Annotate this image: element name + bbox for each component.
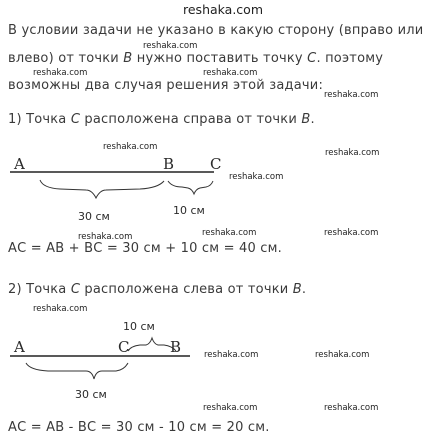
watermark-9: reshaka.com [202,228,257,238]
case2-point-b: B [170,338,182,356]
watermark-7: reshaka.com [229,172,284,182]
watermark-13: reshaka.com [315,350,370,360]
intro-line-1: В условии задачи не указано в какую сторону (вправо или [8,23,424,38]
intro-line-2: влево) от точки В нужно поставить точку С. поэтому [8,51,384,66]
watermark-12: reshaka.com [204,350,259,360]
watermark-3: reshaka.com [203,68,258,78]
watermark-2: reshaka.com [33,68,88,78]
intro-line-3: возможны два случая решения этой задачи: [8,78,324,93]
case2-ac-brace [26,363,128,379]
watermark-5: reshaka.com [103,142,158,152]
watermark-4: reshaka.com [324,90,379,100]
case2-point-c: C [118,338,130,356]
watermark-10: reshaka.com [324,228,379,238]
watermark-8: reshaka.com [78,232,133,242]
case1-point-b: B [163,155,175,173]
case2-bc-brace [128,338,176,351]
case2-equation: АС = АВ - ВС = 30 см - 10 см = 20 см. [8,420,270,435]
case1-heading: 1) Точка С расположена справа от точки В. [8,112,315,127]
case2-bc-length: 10 см [123,320,155,333]
site-title: reshaka.com [183,2,263,17]
watermark-11: reshaka.com [33,304,88,314]
case2-point-a: A [14,338,25,356]
watermark-1: reshaka.com [143,41,198,51]
case1-ab-length: 30 см [78,210,110,223]
case2-ac-length: 30 см [75,388,107,401]
case1-point-a: A [14,155,25,173]
case1-equation: АС = АВ + ВС = 30 см + 10 см = 40 см. [8,241,282,256]
watermark-14: reshaka.com [203,403,258,413]
case1-bc-length: 10 см [173,204,205,217]
case1-point-c: C [210,155,222,173]
watermark-6: reshaka.com [325,148,380,158]
watermark-15: reshaka.com [324,403,379,413]
case2-heading: 2) Точка С расположена слева от точки В. [8,282,307,297]
